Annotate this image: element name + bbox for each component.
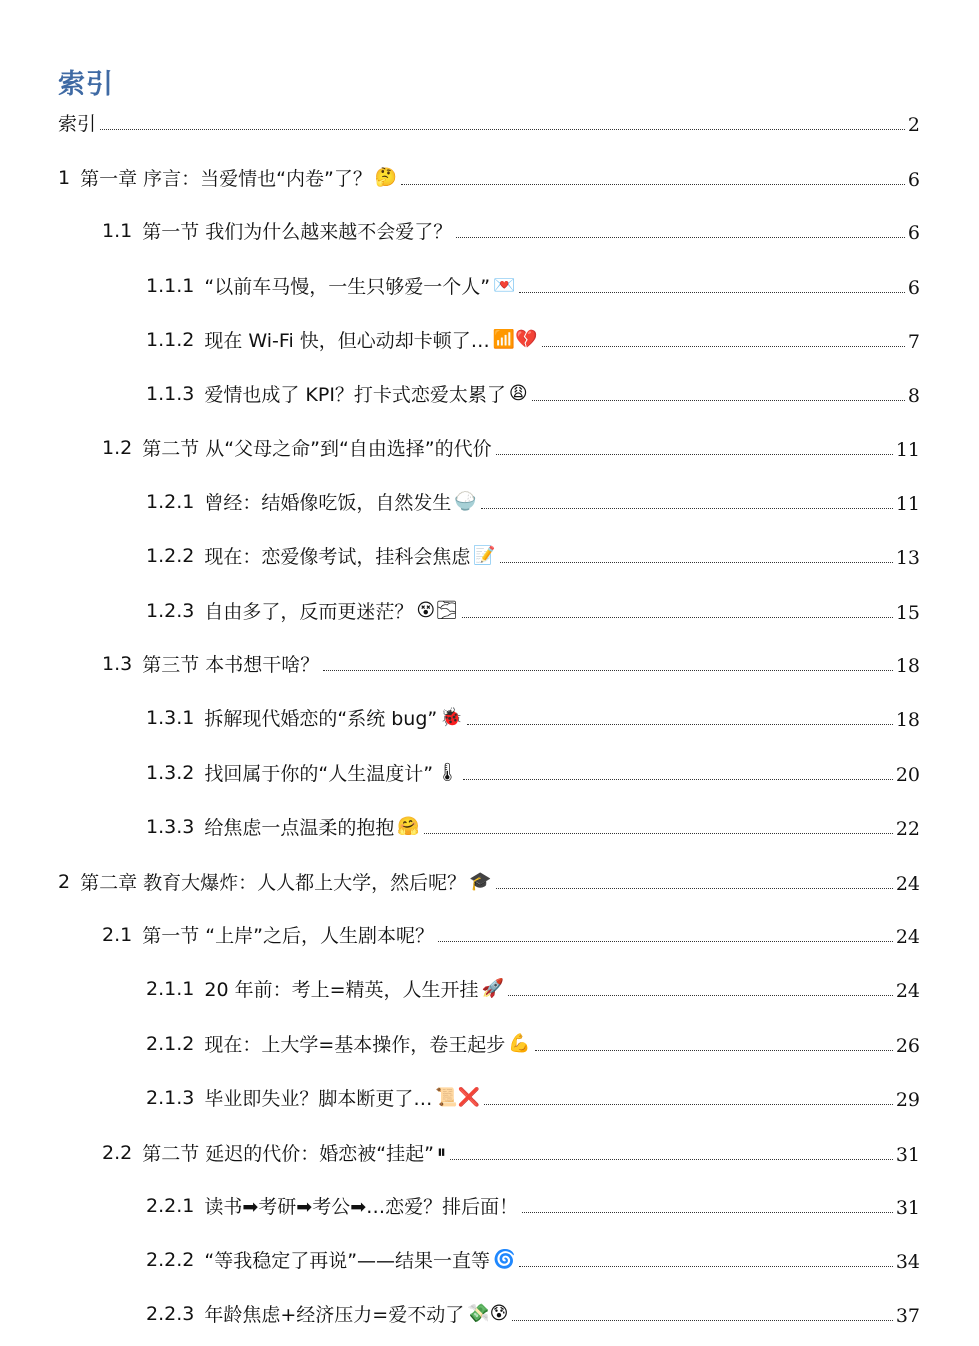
- toc-entry-text: 找回属于你的“人生温度计”: [204, 763, 434, 785]
- dot-leader: [484, 1104, 893, 1105]
- emoji-icon: 🐞: [440, 706, 463, 728]
- emoji-icon: 🌀: [493, 1248, 516, 1270]
- toc-entry[interactable]: [146, 812, 920, 840]
- toc-page-number: 26: [895, 1035, 920, 1057]
- toc-entry-text: 第二节 从“父母之命”到“自由选择”的代价: [142, 438, 492, 460]
- toc-entry[interactable]: [146, 271, 920, 299]
- toc-entry[interactable]: [102, 216, 920, 244]
- toc-entry-label: [146, 704, 463, 731]
- dot-leader: [522, 1212, 893, 1213]
- dot-leader: [323, 670, 893, 671]
- toc-entry-label: [146, 326, 538, 353]
- toc-entry-text: 第一节 “上岸”之后，人生剧本呢？: [142, 925, 434, 947]
- dot-leader: [401, 184, 905, 185]
- toc-entry-text: 20 年前：考上=精英，人生开挂: [204, 979, 479, 1001]
- dot-leader: [500, 562, 893, 563]
- toc-page-number: 6: [907, 277, 920, 299]
- toc-page-number: 8: [907, 385, 920, 407]
- toc-entry[interactable]: [146, 703, 920, 731]
- toc-page-number: 18: [895, 655, 920, 677]
- toc-entry[interactable]: [146, 1299, 920, 1327]
- toc-entry-text: 第三节 本书想干啥？: [142, 654, 320, 676]
- emoji-icon: 🌡: [436, 761, 459, 783]
- toc-page-number: 2: [907, 114, 920, 136]
- dot-leader: [456, 237, 905, 238]
- emoji-icon: 🎓: [469, 870, 492, 892]
- toc-entry-text: 年龄焦虑+经济压力=爱不动了: [204, 1304, 465, 1326]
- dot-leader: [519, 292, 904, 293]
- toc-entry-label: [102, 921, 434, 948]
- toc-page-number: 13: [895, 547, 920, 569]
- toc-entry-text: 自由多了，反而更迷茫？: [204, 601, 414, 623]
- toc-entry-text: 给焦虑一点温柔的抱抱: [204, 817, 395, 839]
- toc-entry-number: 1.2.1: [146, 490, 195, 513]
- toc-entry-number: 2.2.3: [146, 1302, 195, 1325]
- toc-entry-text: 第一章 序言：当爱情也“内卷”了？: [80, 168, 372, 190]
- toc-entry-number: 1.2: [102, 436, 133, 459]
- toc-entry[interactable]: [58, 867, 920, 895]
- dot-leader: [496, 888, 893, 889]
- toc-entry[interactable]: [146, 379, 920, 407]
- toc-entry-text: 读书➡考研➡考公➡…恋爱？排后面！: [204, 1196, 519, 1218]
- dot-leader: [496, 454, 893, 455]
- emoji-icon: 🤗: [397, 815, 420, 837]
- toc-entry-number: 1.2.2: [146, 544, 195, 567]
- toc-entry-label: [146, 542, 496, 569]
- dot-leader: [463, 779, 893, 780]
- toc-entry-label: [102, 650, 319, 677]
- toc-entry[interactable]: [146, 1029, 920, 1057]
- toc-entry-text: 现在 Wi-Fi 快，但心动却卡顿了…: [204, 330, 490, 352]
- emoji-icon: 🍚: [454, 490, 477, 512]
- toc-page-number: 11: [895, 493, 920, 515]
- toc-entry-label: [146, 488, 477, 515]
- toc-entry-number: 2.1.1: [146, 977, 195, 1000]
- dot-leader: [424, 833, 893, 834]
- emoji-icon: 😵🌫: [416, 599, 458, 621]
- toc-entry-label: [58, 868, 492, 895]
- dot-leader: [508, 995, 893, 996]
- dot-leader: [542, 346, 905, 347]
- dot-leader: [532, 400, 905, 401]
- toc-page-number: 31: [895, 1144, 920, 1166]
- toc-entry-number: 1.1: [102, 219, 133, 242]
- dot-leader: [100, 129, 905, 130]
- toc-entry-label: [146, 380, 528, 407]
- toc-page-number: 31: [895, 1197, 920, 1219]
- toc-entry[interactable]: [102, 920, 920, 948]
- toc-entry-number: 2.1.3: [146, 1086, 195, 1109]
- toc-entry-text: 索引: [58, 113, 97, 135]
- toc-entry-number: 2.1: [102, 923, 133, 946]
- toc-entry-number: 1.2.3: [146, 599, 195, 622]
- toc-page-number: 22: [895, 818, 920, 840]
- dot-leader: [462, 617, 893, 618]
- toc-entry-label: [146, 759, 459, 786]
- toc-entry[interactable]: [146, 1245, 920, 1273]
- toc-entry-text: “以前车马慢，一生只够爱一个人”: [204, 276, 491, 298]
- emoji-icon: ⏸: [436, 1141, 446, 1163]
- toc-entry-label: [58, 109, 96, 136]
- toc-entry[interactable]: [146, 1191, 920, 1219]
- toc-entry-label: [146, 597, 458, 624]
- toc-entry[interactable]: [58, 108, 920, 136]
- toc-entry-label: [146, 813, 420, 840]
- toc-entry-label: [58, 164, 397, 191]
- toc-entry-text: 曾经：结婚像吃饭，自然发生: [204, 492, 452, 514]
- toc-page-number: 29: [895, 1089, 920, 1111]
- toc-entry-number: 1.3.1: [146, 706, 195, 729]
- toc-entry-label: [146, 975, 504, 1002]
- toc-entry-label: [146, 1084, 480, 1111]
- toc-entry[interactable]: [146, 1083, 920, 1111]
- dot-leader: [450, 1159, 893, 1160]
- toc-page-number: 11: [895, 439, 920, 461]
- toc-entry-label: [146, 1300, 508, 1327]
- toc-page-number: 15: [895, 602, 920, 624]
- dot-leader: [438, 941, 893, 942]
- toc-entry-text: 第二章 教育大爆炸：人人都上大学，然后呢？: [80, 872, 467, 894]
- page-title: 索引: [58, 69, 114, 100]
- toc-entry-text: 爱情也成了 KPI？打卡式恋爱太累了: [204, 384, 506, 406]
- toc-entry-number: 1.3.3: [146, 815, 195, 838]
- emoji-icon: 🤔: [374, 166, 398, 188]
- toc-entry-number: 2.2.1: [146, 1194, 195, 1217]
- toc-entry[interactable]: [102, 649, 920, 677]
- toc-entry-number: 2.1.2: [146, 1032, 195, 1055]
- toc-entry-text: 现在：恋爱像考试，挂科会焦虑: [204, 546, 471, 568]
- toc-entry-number: 1.3.2: [146, 761, 195, 784]
- emoji-icon: 😩: [508, 382, 528, 404]
- toc-entry-text: 毕业即失业？脚本断更了…: [204, 1088, 433, 1110]
- toc-entry-label: [102, 434, 492, 461]
- toc-entry[interactable]: [146, 758, 920, 786]
- toc-entry-number: 1.3: [102, 652, 133, 675]
- toc-entry-text: 第二节 延迟的代价：婚恋被“挂起”: [142, 1143, 434, 1165]
- toc-page-number: 24: [895, 926, 920, 948]
- toc-entry-label: [146, 1030, 531, 1057]
- toc-entry[interactable]: [102, 433, 920, 461]
- toc-entry[interactable]: [146, 325, 920, 353]
- toc-entry-number: 1.1.3: [146, 382, 195, 405]
- toc-entry-number: 2.2.2: [146, 1248, 195, 1271]
- toc-entry-number: 1: [58, 166, 71, 189]
- toc-page-number: 18: [895, 709, 920, 731]
- dot-leader: [481, 508, 893, 509]
- toc-entry-label: [102, 1139, 446, 1166]
- emoji-icon: 💸😰: [467, 1302, 509, 1324]
- toc-page-number: 20: [895, 764, 920, 786]
- toc-entry-number: 1.1.1: [146, 274, 195, 297]
- toc-entry-text: 第一节 我们为什么越来越不会爱了？: [142, 221, 453, 243]
- dot-leader: [467, 724, 893, 725]
- dot-leader: [519, 1266, 892, 1267]
- toc-entry[interactable]: [146, 487, 920, 515]
- toc-entry-label: [146, 1246, 515, 1273]
- toc-entry[interactable]: [146, 596, 920, 624]
- toc-entry-number: 2.2: [102, 1141, 133, 1164]
- toc-entry-label: [102, 217, 452, 244]
- toc-entry-number: 1.1.2: [146, 328, 195, 351]
- toc-entry-label: [146, 1192, 518, 1219]
- emoji-icon: 💌: [493, 274, 516, 296]
- emoji-icon: 📶💔: [492, 328, 538, 350]
- emoji-icon: 📝: [473, 544, 496, 566]
- toc-entry[interactable]: [58, 163, 920, 191]
- toc-entry-text: “等我稳定了再说”——结果一直等: [204, 1250, 491, 1272]
- toc-page-number: 7: [907, 331, 920, 353]
- toc-page-number: 6: [907, 169, 920, 191]
- toc-page-number: 34: [895, 1251, 920, 1273]
- toc-page-number: 24: [895, 873, 920, 895]
- toc-entry-label: [146, 272, 515, 299]
- emoji-icon: 🚀: [481, 977, 504, 999]
- toc-page-number: 37: [895, 1305, 920, 1327]
- toc-entry[interactable]: [146, 541, 920, 569]
- dot-leader: [535, 1050, 893, 1051]
- toc-entry-text: 现在：上大学=基本操作，卷王起步: [204, 1034, 506, 1056]
- toc-page-number: 24: [895, 980, 920, 1002]
- dot-leader: [512, 1320, 892, 1321]
- toc-entry[interactable]: [102, 1138, 920, 1166]
- emoji-icon: 📜❌: [435, 1086, 481, 1108]
- toc-page-number: 6: [907, 222, 920, 244]
- toc-entry[interactable]: [146, 974, 920, 1002]
- toc-entry-text: 拆解现代婚恋的“系统 bug”: [204, 708, 438, 730]
- toc-entry-number: 2: [58, 870, 71, 893]
- emoji-icon: 💪: [508, 1032, 531, 1054]
